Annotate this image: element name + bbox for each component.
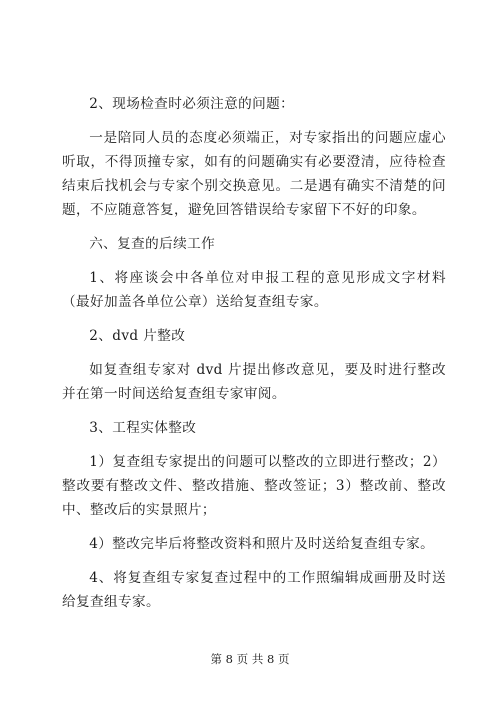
- document-body: [62, 92, 446, 614]
- paragraph-item-4: 4、将复查组专家复查过程中的工作照编辑成画册及时送给复查组专家。: [62, 570, 446, 610]
- paragraph-item-3-body: 1）复查组专家提出的问题可以整改的立即进行整改；2）整改要有整改文件、整改措施、整改签证；3）整改前、整改中、整改后的实景照片；: [62, 454, 446, 518]
- paragraph-item-3-heading: 3、工程实体整改: [89, 420, 197, 436]
- page-footer: 第 8 页 共 8 页: [210, 652, 290, 666]
- paragraph-site-inspection-notes: 一是陪同人员的态度必须端正，对专家指出的问题应虚心听取，不得顶撞专家，如有的问题确实有必要澄清，应待检查结束后找机会与专家个别交换意见。二是遇有确实不清楚的问题，不应随意答复，避免回答错误给专家留下不好的印象。: [62, 130, 446, 218]
- paragraph-item-1: 1、将座谈会中各单位对申报工程的意见形成文字材料（最好加盖各单位公章）送给复查组专家。: [62, 270, 446, 310]
- paragraph-item-2-body: 如复查组专家对 dvd 片提出修改意见，要及时进行整改并在第一时间送给复查组专家审阅。: [62, 362, 446, 402]
- paragraph-item-3-subitem-4: 4）整改完毕后将整改资料和照片及时送给复查组专家。: [89, 536, 435, 552]
- section-heading-follow-up: 六、复查的后续工作: [89, 236, 216, 252]
- paragraph-item-2-heading: 2、dvd 片整改: [89, 328, 186, 344]
- paragraph-site-inspection-heading: 2、现场检查时必须注意的问题：: [89, 96, 295, 112]
